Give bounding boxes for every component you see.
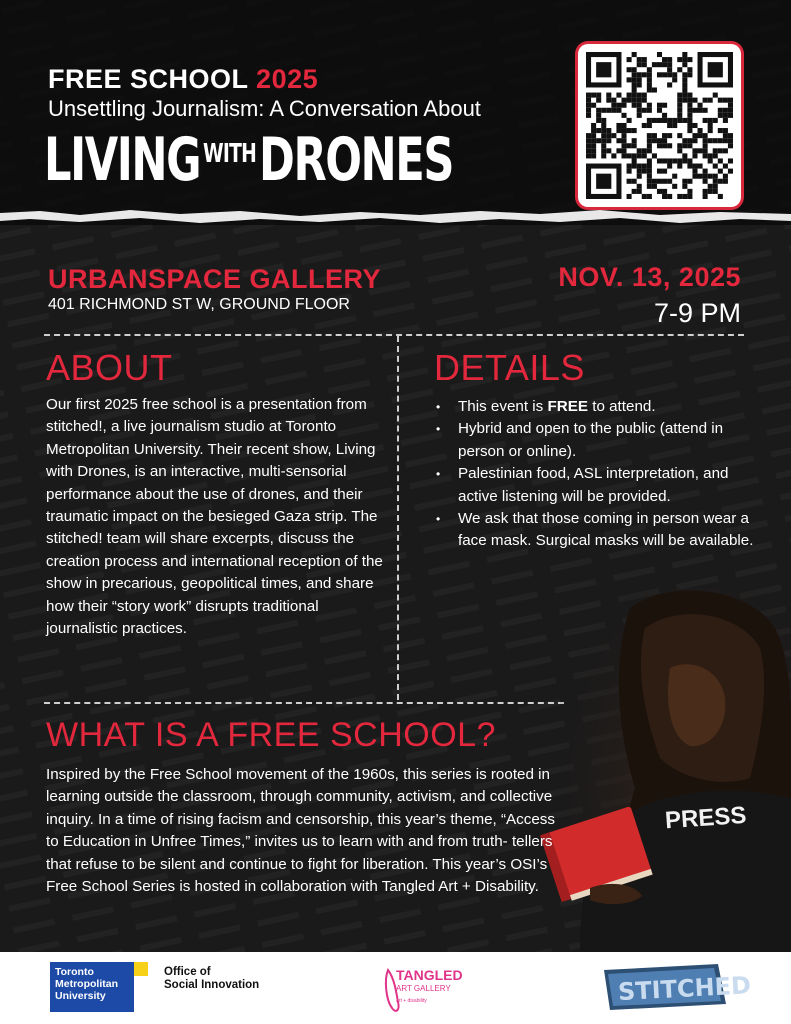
- osi-line-2: Social Innovation: [164, 979, 260, 991]
- details-heading: DETAILS: [434, 347, 585, 388]
- title-with: WITH: [202, 139, 257, 169]
- free-school-heading: WHAT IS A FREE SCHOOL?: [46, 716, 496, 754]
- tmu-line-2: Metropolitan: [55, 978, 118, 990]
- stitched-logo: [600, 960, 752, 1015]
- tmu-line-3: University: [55, 990, 106, 1002]
- stitched-text: STITCHED: [617, 971, 752, 1007]
- photo-shirt-text: PRESS: [664, 801, 748, 835]
- title-drones: DRONES: [259, 125, 454, 195]
- tangled-logo: [382, 960, 472, 1020]
- qr-code[interactable]: [578, 44, 741, 207]
- detail-1-free: FREE: [547, 398, 588, 415]
- list-item: • Palestinian food, ASL interpretation, and active listening will be provided.: [434, 463, 754, 508]
- venue-name: URBANSPACE GALLERY: [48, 264, 382, 294]
- divider-top: [44, 334, 744, 336]
- event-title: [44, 125, 453, 195]
- tmu-logo-accent: [134, 962, 148, 976]
- tangled-small-text: art + disability: [396, 998, 427, 1004]
- osi-logo-text: [164, 966, 259, 992]
- list-item: • We ask that those coming in person wear a face mask. Surgical masks will be available.: [434, 508, 754, 553]
- detail-1-pre: This event is: [458, 398, 548, 415]
- divider-bottom: [44, 702, 564, 704]
- venue-address: 401 RICHMOND ST W, GROUND FLOOR: [48, 296, 350, 313]
- tangled-line-2: ART GALLERY: [396, 984, 451, 993]
- free-school-year: 2025: [256, 64, 319, 94]
- divider-vertical: [397, 336, 399, 700]
- person-reading-photo: [560, 588, 791, 953]
- free-school-body: Inspired by the Free School movement of the 1960s, this series is rooted in learning outside the classroom, through community, activism, and collective inquiry. In a time of rising facism and censorship, this year’s theme, “Access to Education in Unfree Times,” invites us to learn with and from truth- tellers that refuse to be silent and continue to fight for liberation. This year’s OSI’s Free School Series is hosted in collaboration with Tangled Art + Disability.: [46, 766, 555, 896]
- list-item: [434, 396, 754, 418]
- tmu-logo-box: [50, 962, 134, 1012]
- tangled-line-1: TANGLED: [396, 967, 463, 983]
- osi-line-1: Office of: [164, 966, 211, 978]
- footer-logos: [0, 952, 791, 1024]
- details-list: [434, 396, 754, 553]
- event-subtitle: Unsettling Journalism: A Conversation About: [48, 96, 481, 121]
- list-item: • Hybrid and open to the public (attend in person or online).: [434, 418, 754, 463]
- free-school-label: [48, 64, 318, 95]
- detail-1-post: to attend.: [588, 398, 656, 415]
- title-living: LIVING: [44, 125, 201, 195]
- tmu-line-1: Toronto: [55, 966, 94, 978]
- about-heading: ABOUT: [46, 347, 173, 388]
- tmu-logo: [50, 962, 150, 1012]
- free-school-text: FREE SCHOOL: [48, 64, 249, 94]
- about-body: Our first 2025 free school is a presentation from stitched!, a live journalism studio at Toronto Metropolitan University. Their recent show, Living with Drones, is an interactive, multi-sensorial performance about the use of drones, and their traumatic impact on the besieged Gaza strip. The stitched! team will share excerpts, discuss the creation process and international reception of the show in precarious, geopolitical times, and share how their “story work” disrupts traditional journalistic practices.: [46, 396, 383, 638]
- event-time: 7-9 PM: [653, 298, 741, 328]
- event-date: NOV. 13, 2025: [558, 262, 741, 292]
- torn-paper-divider: [0, 205, 791, 227]
- qr-code-icon: [586, 52, 733, 199]
